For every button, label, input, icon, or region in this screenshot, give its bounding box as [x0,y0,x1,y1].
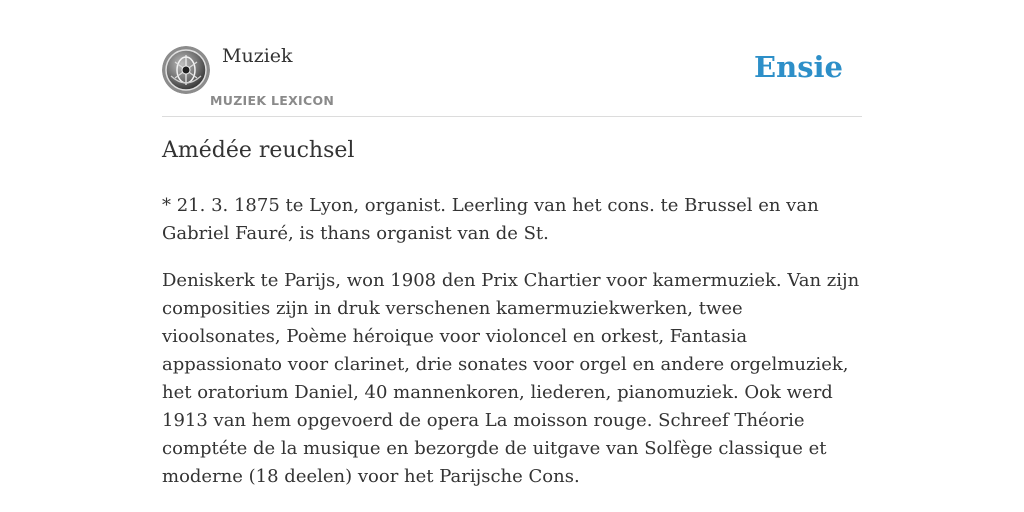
article-paragraph: * 21. 3. 1875 te Lyon, organist. Leerling van het cons. te Brussel en van Gabriel Fauré, is thans organist van de St. [162,195,819,244]
header [162,40,862,117]
source-name-link[interactable]: Muziek [222,45,293,67]
source-subtitle: MUZIEK LEXICON [210,93,335,108]
brand-logo[interactable]: Ensie [754,50,843,84]
music-emblem-icon[interactable] [162,46,210,94]
article-body [162,192,862,510]
article-paragraph: Deniskerk te Parijs, won 1908 den Prix Chartier voor kamermuziek. Van zijn composities zijn in druk verschenen kamermuziekwerken, twee vioolsonates, Poème héroique voor violoncel en orkest, Fantasia appassionato voor clarinet, drie sonates voor orgel en andere orgelmuziek, het oratorium Daniel, 40 mannenkoren, liederen, pianomuziek. Ook werd 1913 van hem opgevoerd de opera La moisson rouge. Schreef Théorie comptéte de la musique en bezorgde de uitgave van Solfège classique et moderne (18 deelen) voor het Parijsche Cons. [162,270,860,487]
article-title: Amédée reuchsel [162,138,355,163]
